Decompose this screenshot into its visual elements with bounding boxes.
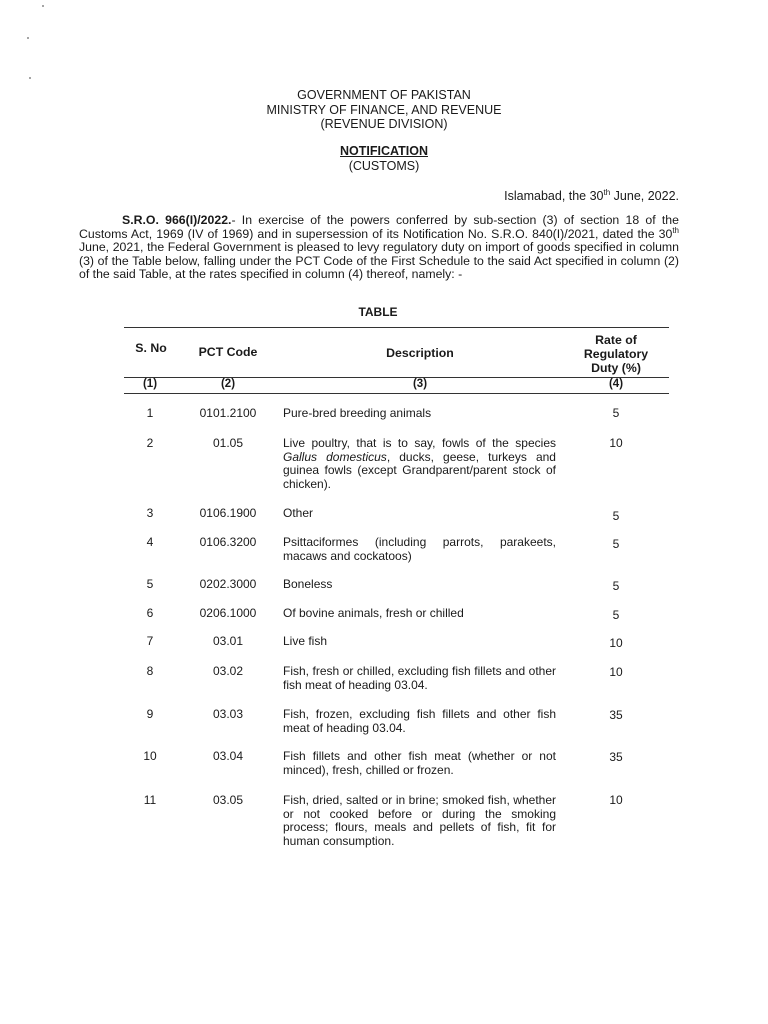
row-pct-code: 0101.2100 [199,406,257,420]
row-description: Live fish [283,634,328,648]
row-rate: 10 [609,436,623,450]
row-rate: 5 [612,579,620,593]
paragraph-sup: th [672,225,679,235]
row-rate: 5 [612,537,620,551]
paragraph-text-1: - In exercise of the powers conferred by sub-section (3) of section 18 of the Customs Act, 1969 (IV of 1969) and in supersession of its Notification No. S.R.O. 840(I)/2021, dated the 30 [79,213,679,241]
row-description: Pure-bred breeding animals [283,406,432,420]
row-rate: 10 [609,793,623,807]
division-name: (REVENUE DIVISION) [320,117,448,131]
table-title: TABLE [358,305,398,319]
header-rate [566,333,666,375]
row-pct-code: 0206.1000 [199,606,257,620]
notification-subtitle: (CUSTOMS) [348,158,420,173]
header-rate-line1: Rate of [595,333,637,347]
header-pct-code: PCT Code [198,345,258,359]
row-description: Fish, fresh or chilled, excluding fish fillets and other fish meat of heading 03.04. [283,664,556,692]
row-sno: 3 [146,506,154,520]
column-number-2: (2) [220,378,236,390]
row-sno: 2 [146,436,154,450]
dateline [504,188,679,203]
row-rate: 10 [609,636,623,650]
header-description: Description [386,346,454,360]
row-rate: 5 [612,608,620,622]
row-sno: 8 [146,664,154,678]
row-pct-code: 01.05 [212,436,244,450]
row-sno: 6 [146,606,154,620]
column-number-rule [124,393,669,394]
government-name: GOVERNMENT OF PAKISTAN [297,88,471,102]
notification-heading [0,144,768,173]
row-pct-code: 03.03 [212,707,244,721]
notification-title: NOTIFICATION [340,144,428,158]
row-sno: 5 [146,577,154,591]
scan-speck [27,37,29,39]
row-description-post: , ducks, geese, turkeys and guinea fowls (except Grandparent/parent stock of chicken). [283,449,556,491]
row-rate: 5 [612,509,620,523]
dateline-prefix: Islamabad, the 30 [504,189,604,204]
row-pct-code: 03.02 [212,664,244,678]
row-sno: 9 [146,707,154,721]
row-description: Fish, frozen, excluding fish fillets and other fish meat of heading 03.04. [283,707,556,735]
column-number-3: (3) [412,378,428,390]
scan-speck [42,5,44,7]
row-sno: 1 [146,406,154,420]
species-name: Gallus domesticus [283,449,387,464]
dateline-suffix: June, 2022. [610,189,679,204]
row-rate: 35 [609,750,623,764]
row-description: Other [283,506,314,520]
row-pct-code: 03.01 [212,634,244,648]
row-sno: 4 [146,535,154,549]
scan-speck [29,77,31,79]
table-top-rule [124,327,669,328]
row-pct-code: 0106.1900 [199,506,257,520]
row-sno: 10 [143,749,157,763]
row-description-pre: Live poultry, that is to say, fowls of the species [283,436,556,450]
paragraph-text-2: June, 2021, the Federal Government is pleased to levy regulatory duty on import of goods specified in column (3) of the Table below, falling under the PCT Code of the First Schedule to the said Act specified in column (2) of the said Table, at the rates specified in column (4) thereof, namely: - [79,240,679,282]
row-sno: 7 [146,634,154,648]
column-number-1: (1) [142,378,158,390]
row-pct-code: 0106.3200 [199,535,257,549]
dateline-sup: th [603,188,611,197]
row-rate: 5 [612,406,620,420]
row-rate: 35 [609,708,623,722]
header-rate-line2: Regulatory [583,347,649,361]
row-pct-code: 0202.3000 [199,577,257,591]
row-description: Of bovine animals, fresh or chilled [283,606,464,620]
row-description: Fish, dried, salted or in brine; smoked fish, whether or not cooked before or during the smoking process; flours, meals and pellets of fish, fit for human consumption. [283,793,556,848]
letterhead [0,88,768,132]
ministry-name: MINISTRY OF FINANCE, AND REVENUE [266,102,502,117]
header-rate-line3: Duty (%) [591,361,641,375]
row-description: Boneless [283,577,333,591]
row-pct-code: 03.04 [212,749,244,763]
row-rate: 10 [609,665,623,679]
row-pct-code: 03.05 [212,793,244,807]
sro-paragraph [79,214,679,282]
row-description: Psittaciformes (including parrots, parakeets, macaws and cockatoos) [283,535,556,563]
row-description: Fish fillets and other fish meat (whether or not minced), fresh, chilled or frozen. [283,749,556,777]
row-sno: 11 [143,793,157,807]
row-description [283,437,556,491]
column-number-4: (4) [608,378,624,390]
sro-number: S.R.O. 966(I)/2022. [122,213,232,227]
header-sno: S. No [135,341,167,355]
